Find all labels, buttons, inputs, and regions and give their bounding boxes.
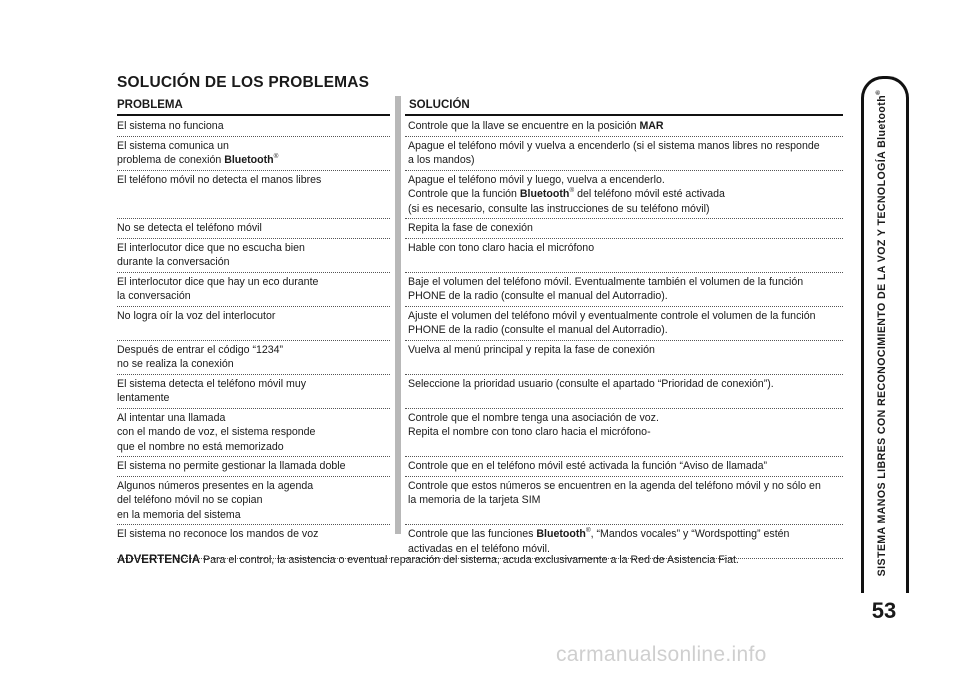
problem-line	[117, 440, 390, 455]
text-segment: Algunos números presentes en la agenda	[117, 479, 314, 492]
solution-header-rule	[405, 114, 843, 116]
table-row	[117, 341, 843, 375]
problem-cell	[117, 219, 390, 236]
problem-line	[117, 425, 390, 440]
solution-line	[408, 411, 846, 426]
solution-cell	[408, 457, 846, 474]
solution-cell	[408, 171, 846, 217]
problem-cell	[117, 341, 390, 372]
text-segment: Apague el teléfono móvil y vuelva a encenderlo (si el sistema manos libres no responde	[408, 139, 820, 152]
warning-text: Para el control, la asistencia o eventual reparación del sistema, acuda exclusivamente a la Red de Asistencia Fiat.	[200, 554, 739, 566]
problem-line	[117, 377, 390, 392]
text-segment: durante la conversación	[117, 256, 230, 268]
table-row	[117, 273, 843, 307]
problem-line	[117, 255, 390, 270]
text-segment: Ajuste el volumen del teléfono móvil y eventualmente controle el volumen de la función	[408, 309, 816, 322]
solution-column-header: SOLUCIÓN	[409, 99, 470, 111]
problem-cell	[117, 375, 390, 406]
text-segment: del teléfono móvil no se copian	[117, 494, 263, 506]
table-row	[117, 307, 843, 341]
text-segment: El sistema comunica un	[117, 139, 229, 152]
solution-cell	[408, 239, 846, 256]
solution-line	[408, 425, 846, 440]
problem-line	[117, 493, 390, 508]
text-segment: Controle que la llave se encuentre en la posición	[408, 120, 640, 132]
text-segment: PHONE de la radio (consulte el manual del Autorradio).	[408, 324, 668, 336]
text-segment: El sistema detecta el teléfono móvil muy	[117, 377, 307, 390]
table-row	[117, 117, 843, 137]
solution-cell	[408, 137, 846, 168]
solution-line	[408, 289, 846, 304]
table-row	[117, 137, 843, 171]
text-segment: Controle que el nombre tenga una asociación de voz.	[408, 411, 659, 424]
solution-line	[408, 493, 846, 508]
table-row	[117, 477, 843, 526]
text-segment: No logra oír la voz del interlocutor	[117, 309, 276, 322]
bold-term: Bluetooth	[536, 528, 586, 540]
section-tab-label	[876, 83, 888, 583]
text-segment: Después de entrar el código “1234”	[117, 343, 284, 356]
text-segment: Controle que la función	[408, 188, 520, 200]
problem-line	[117, 459, 390, 474]
text-segment: del teléfono móvil esté activada	[574, 188, 725, 200]
text-segment: Controle que en el teléfono móvil esté activada la función “Aviso de llamada”	[408, 460, 768, 472]
solution-cell	[408, 525, 846, 556]
text-segment: Seleccione la prioridad usuario (consulte el apartado “Prioridad de conexión”).	[408, 377, 774, 390]
solution-line	[408, 221, 846, 236]
solution-cell	[408, 409, 846, 440]
section-tab-registered-mark: ®	[875, 89, 882, 95]
problem-line	[117, 508, 390, 523]
text-segment: PHONE de la radio (consulte el manual del Autorradio).	[408, 290, 668, 302]
solution-line	[408, 173, 846, 188]
solution-line	[408, 377, 846, 392]
solution-cell	[408, 117, 846, 134]
problem-column-header: PROBLEMA	[117, 99, 183, 111]
problem-line	[117, 479, 390, 494]
text-segment: El sistema no funciona	[117, 120, 224, 132]
text-segment: Baje el volumen del teléfono móvil. Eventualmente también el volumen de la función	[408, 275, 804, 288]
registered-mark: ®	[585, 527, 591, 534]
table-row	[117, 171, 843, 220]
warning-note	[117, 554, 739, 566]
table-row	[117, 409, 843, 458]
problem-line	[117, 221, 390, 236]
problem-line	[117, 527, 390, 542]
warning-label: ADVERTENCIA	[117, 554, 201, 566]
text-segment: Vuelva al menú principal y repita la fase de conexión	[408, 343, 655, 356]
solution-cell	[408, 477, 846, 508]
problem-cell	[117, 525, 390, 542]
registered-mark: ®	[273, 153, 279, 160]
solution-line	[408, 275, 846, 290]
text-segment: la conversación	[117, 290, 191, 302]
problem-line	[117, 357, 390, 372]
text-segment: Repita el nombre con tono claro hacia el micrófono-	[408, 426, 651, 438]
text-segment: problema de conexión	[117, 154, 225, 166]
text-segment: El sistema no reconoce los mandos de voz	[117, 528, 319, 540]
solution-line	[408, 343, 846, 358]
text-segment: Controle que las funciones	[408, 528, 537, 540]
problem-cell	[117, 171, 390, 188]
text-segment: la memoria de la tarjeta SIM	[408, 494, 541, 506]
text-segment: El teléfono móvil no detecta el manos libres	[117, 173, 322, 186]
text-segment: a los mandos)	[408, 154, 475, 166]
text-segment: Apague el teléfono móvil y luego, vuelva a encenderlo.	[408, 173, 665, 186]
problem-cell	[117, 117, 390, 134]
bold-term: Bluetooth	[224, 154, 274, 166]
text-segment: (si es necesario, consulte las instrucciones de su teléfono móvil)	[408, 202, 710, 215]
section-tab-text: SISTEMA MANOS LIBRES CON RECONOCIMIENTO DE LA VOZ Y TECNOLOGÍA Bluetooth	[876, 94, 888, 577]
troubleshooting-table	[117, 117, 843, 559]
solution-line	[408, 241, 846, 256]
problem-cell	[117, 409, 390, 455]
text-segment: Controle que estos números se encuentren en la agenda del teléfono móvil y no sólo en	[408, 479, 821, 492]
problem-line	[117, 289, 390, 304]
problem-line	[117, 153, 390, 168]
problem-cell	[117, 137, 390, 168]
solution-line	[408, 187, 846, 202]
registered-mark: ®	[569, 187, 575, 194]
table-row	[117, 239, 843, 273]
text-segment: El interlocutor dice que hay un eco durante	[117, 275, 319, 288]
bold-term: Bluetooth	[519, 188, 570, 200]
solution-cell	[408, 375, 846, 392]
problem-cell	[117, 477, 390, 523]
problem-cell	[117, 273, 390, 304]
text-segment: activadas en el teléfono móvil.	[408, 542, 550, 555]
problem-line	[117, 173, 390, 188]
solution-line	[408, 202, 846, 217]
solution-line	[408, 153, 846, 168]
text-segment: lentamente	[117, 392, 170, 404]
text-segment: No se detecta el teléfono móvil	[117, 222, 262, 234]
text-segment: que el nombre no está memorizado	[117, 440, 284, 453]
problem-line	[117, 309, 390, 324]
problem-line	[117, 139, 390, 154]
text-segment: El interlocutor dice que no escucha bien	[117, 241, 305, 254]
solution-line	[408, 527, 846, 542]
bold-term: MAR	[639, 120, 664, 132]
problem-line	[117, 119, 390, 134]
text-segment: Al intentar una llamada	[117, 411, 226, 424]
text-segment: Repita la fase de conexión	[408, 222, 533, 234]
solution-line	[408, 479, 846, 494]
solution-cell	[408, 307, 846, 338]
text-segment: no se realiza la conexión	[117, 358, 234, 370]
solution-line	[408, 119, 846, 134]
solution-line	[408, 309, 846, 324]
page-title: SOLUCIÓN DE LOS PROBLEMAS	[117, 74, 370, 91]
text-segment: Hable con tono claro hacia el micrófono	[408, 241, 595, 254]
solution-cell	[408, 219, 846, 236]
text-segment: El sistema no permite gestionar la llamada doble	[117, 460, 346, 472]
text-segment: , “Mandos vocales” y “Wordspotting” estén	[590, 528, 790, 540]
problem-line	[117, 275, 390, 290]
watermark: carmanualsonline.info	[556, 643, 767, 666]
problem-line	[117, 241, 390, 256]
problem-cell	[117, 307, 390, 324]
problem-cell	[117, 239, 390, 270]
solution-cell	[408, 341, 846, 358]
solution-cell	[408, 273, 846, 304]
problem-line	[117, 411, 390, 426]
problem-header-rule	[117, 114, 390, 116]
problem-cell	[117, 457, 390, 474]
table-row	[117, 457, 843, 477]
problem-line	[117, 343, 390, 358]
table-row	[117, 375, 843, 409]
text-segment: con el mando de voz, el sistema responde	[117, 426, 316, 438]
solution-line	[408, 323, 846, 338]
solution-line	[408, 139, 846, 154]
problem-line	[117, 391, 390, 406]
table-row	[117, 219, 843, 239]
solution-line	[408, 459, 846, 474]
text-segment: en la memoria del sistema	[117, 508, 241, 521]
page-number: 53	[871, 598, 897, 623]
